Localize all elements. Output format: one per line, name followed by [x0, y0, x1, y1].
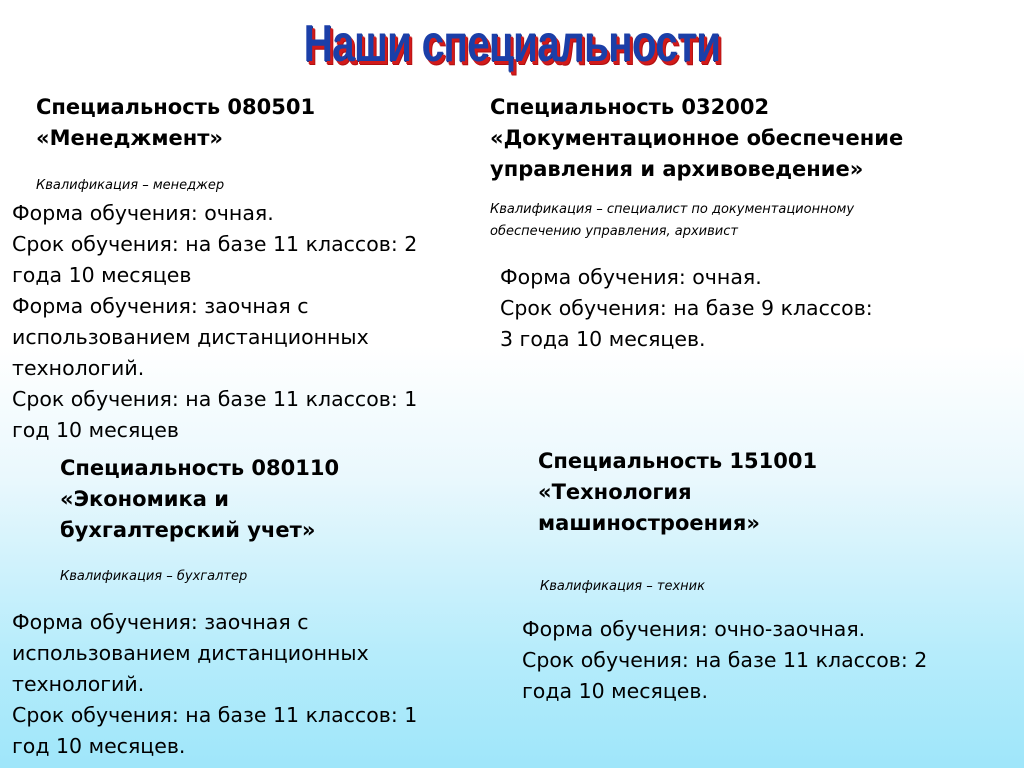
specialty-name: управления и архивоведение» [490, 157, 864, 181]
study-line: технологий. [12, 356, 145, 380]
qualification-080501 [36, 175, 224, 197]
specialty-header-080501 [36, 92, 315, 154]
specialty-name: «Менеджмент» [36, 126, 223, 150]
specialty-code: Специальность 032002 [490, 95, 770, 119]
specialty-name: бухгалтерский учет» [60, 518, 316, 542]
study-line: Форма обучения: очная. [12, 201, 274, 225]
study-line: Срок обучения: на базе 11 классов: 1 [12, 703, 418, 727]
specialty-header-080110 [60, 453, 339, 546]
specialty-header-032002 [490, 92, 903, 185]
study-line: использованием дистанционных [12, 325, 369, 349]
qualification-032002 [490, 199, 854, 243]
specialty-name: «Экономика и [60, 487, 229, 511]
study-line: Форма обучения: очно-заочная. [522, 617, 866, 641]
study-line: Срок обучения: на базе 11 классов: 2 [522, 648, 928, 672]
specialty-name: машиностроения» [538, 511, 760, 535]
study-details-080110 [12, 607, 417, 762]
study-line: Срок обучения: на базе 9 классов: [500, 296, 873, 320]
qualification-text: Квалификация – техник [540, 579, 705, 594]
specialty-name: «Технология [538, 480, 692, 504]
study-line: Срок обучения: на базе 11 классов: 1 [12, 387, 418, 411]
specialty-code: Специальность 151001 [538, 449, 818, 473]
qualification-text: Квалификация – бухгалтер [60, 569, 248, 584]
study-line: Форма обучения: заочная с [12, 610, 309, 634]
study-line: года 10 месяцев. [522, 679, 709, 703]
study-line: год 10 месяцев. [12, 734, 186, 758]
study-line: Форма обучения: очная. [500, 265, 762, 289]
study-line: технологий. [12, 672, 145, 696]
study-line: использованием дистанционных [12, 641, 369, 665]
study-line: года 10 месяцев [12, 263, 192, 287]
study-line: Срок обучения: на базе 11 классов: 2 [12, 232, 418, 256]
study-details-151001 [522, 614, 927, 707]
study-line: 3 года 10 месяцев. [500, 327, 706, 351]
qualification-080110 [60, 566, 247, 588]
qualification-text: обеспечению управления, архивист [490, 224, 738, 239]
qualification-text: Квалификация – менеджер [36, 178, 225, 193]
specialty-code: Специальность 080501 [36, 95, 316, 119]
qualification-151001 [540, 576, 705, 598]
study-details-032002 [500, 262, 873, 355]
qualification-text: Квалификация – специалист по документационному [490, 202, 855, 217]
specialty-header-151001 [538, 446, 817, 539]
study-details-080501 [12, 198, 417, 446]
study-line: Форма обучения: заочная с [12, 294, 309, 318]
study-line: год 10 месяцев [12, 418, 179, 442]
specialty-name: «Документационное обеспечение [490, 126, 904, 150]
page-title: Наши специальности [303, 15, 721, 73]
specialty-code: Специальность 080110 [60, 456, 340, 480]
